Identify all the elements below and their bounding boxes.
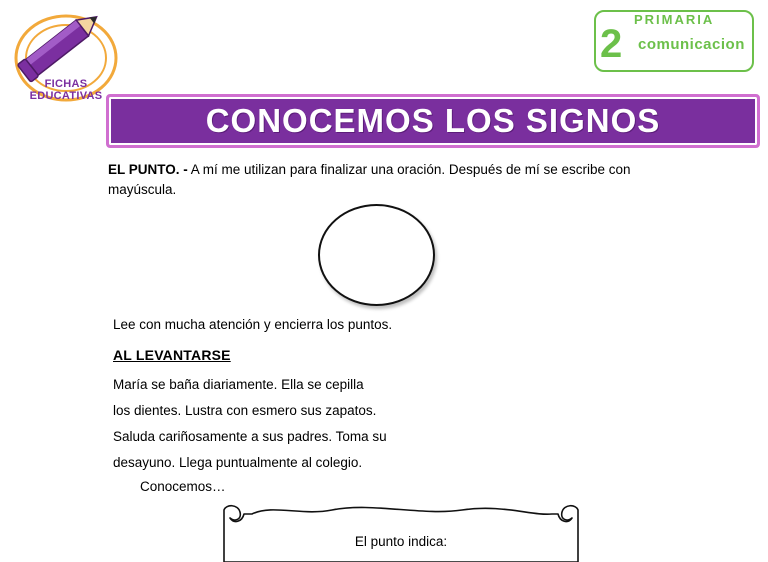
scroll-text: El punto indica: (354, 534, 448, 549)
story-subtitle: AL LEVANTARSE (113, 347, 231, 363)
story-paragraph (113, 372, 633, 476)
instruction-text: Lee con mucha atención y encierra los puntos. (113, 317, 393, 332)
intro-label: EL PUNTO. - (108, 162, 188, 177)
story-line: Saluda cariñosamente a sus padres. Toma su (113, 429, 387, 444)
conocemos-text: Conocemos… (140, 479, 226, 494)
story-line: María se baña diariamente. Ella se cepilla (113, 377, 364, 392)
badge-subject: comunicacion (638, 36, 745, 53)
story-line: desayuno. Llega puntualmente al colegio. (113, 455, 363, 470)
page-title-banner (106, 94, 760, 148)
scroll-banner (212, 502, 590, 562)
intro-text: A mí me utilizan para finalizar una oración. Después de mí se escribe con mayúscula. (108, 162, 631, 197)
badge-level: PRIMARIA (634, 12, 715, 27)
badge-grade: 2 (600, 22, 623, 66)
page-title: CONOCEMOS LOS SIGNOS (205, 102, 661, 139)
logo-text (14, 78, 118, 102)
logo-line-1: FICHAS (44, 78, 88, 90)
grade-subject-badge (594, 10, 754, 72)
story-line: los dientes. Lustra con esmero sus zapatos. (113, 403, 377, 418)
punto-circle-illustration (318, 204, 435, 306)
scroll-shape-icon (212, 502, 590, 562)
logo-line-2: EDUCATIVAS (29, 90, 103, 102)
intro-paragraph (108, 160, 683, 200)
